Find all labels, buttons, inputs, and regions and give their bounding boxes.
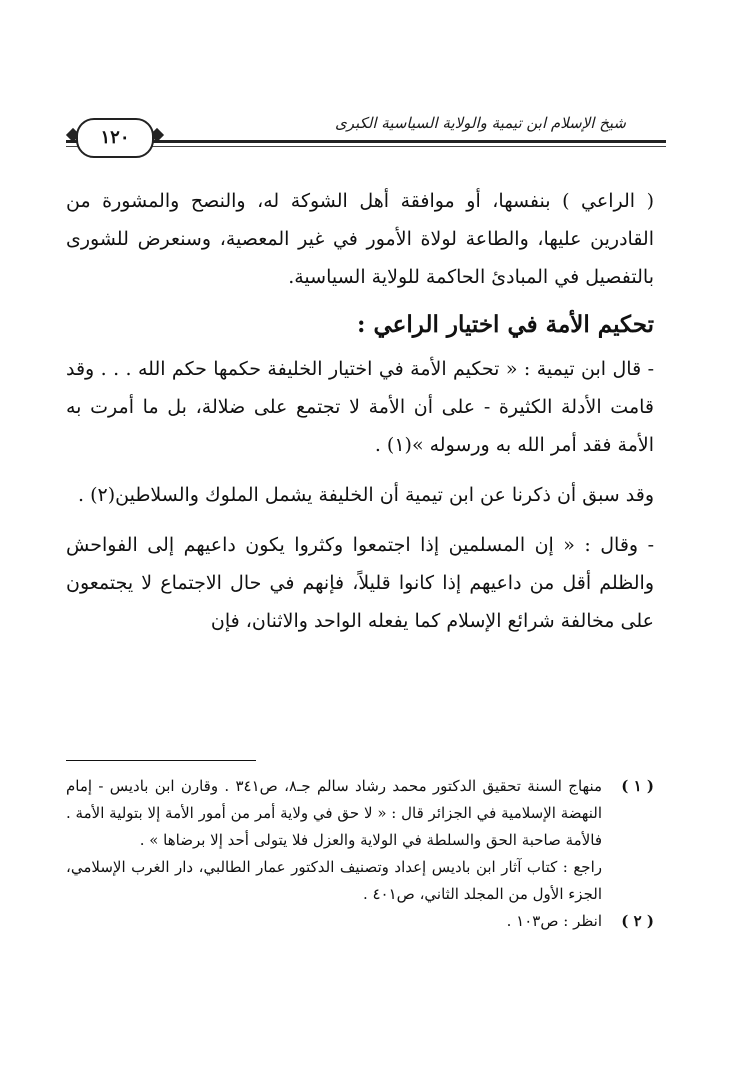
footnote-text: انظر : ص١٠٣ . — [506, 912, 602, 930]
paragraph-quote: - وقال : « إن المسلمين إذا اجتمعوا وكثروا يكون داعيهم إلى الفواحش والظلم أقل من داعيهم إذا كانوا قليلاً، فإنهم في حال الاجتماع لا يجتمعون على مخالفة شرائع الإسلام كما يفعله الواحد والاثنان، فإن — [66, 534, 654, 632]
footnote-number: ( ٢ ) — [621, 912, 654, 930]
footnote-2 — [66, 908, 654, 935]
paragraph: ( الراعي ) بنفسها، أو موافقة أهل الشوكة له، والنصح والمشورة من القادرين عليها، والطاعة لولاة الأمور في غير المعصية، وسنعرض للشورى بالتفصيل في المبادئ الحاكمة للولاية السياسية. — [66, 190, 654, 288]
page-number: ١٢٠ — [76, 118, 154, 158]
paragraph: وقد سبق أن ذكرنا عن ابن تيمية أن الخليفة يشمل الملوك والسلاطين(٢) . — [77, 484, 654, 506]
page-header — [66, 100, 666, 160]
section-heading: تحكيم الأمة في اختيار الراعي : — [356, 311, 654, 338]
footnote-1-reference: راجع : كتاب آثار ابن باديس إعداد وتصنيف الدكتور عمار الطالبي، دار الغرب الإسلامي، الجزء الأول من المجلد الثاني، ص٤٠١ . — [66, 858, 602, 903]
paragraph-quote: - قال ابن تيمية : « تحكيم الأمة في اختيار الخليفة حكمها حكم الله . . . وقد قامت الأدلة الكثيرة - على أن الأمة لا تجتمع على ضلالة، بل ما أمرت به الأمة فقد أمر الله به ورسوله »(١) . — [66, 358, 654, 456]
footnote-1 — [66, 773, 654, 854]
footnote-number: ( ١ ) — [621, 777, 654, 795]
running-title: شيخ الإسلام ابن تيمية والولاية السياسية الكبرى — [334, 114, 626, 132]
header-rule-thin — [66, 146, 666, 147]
footnote-text: منهاج السنة تحقيق الدكتور محمد رشاد سالم جـ٨، ص٣٤١ . وقارن ابن باديس - إمام النهضة الإسلامية في الجزائر قال : « لا حق في ولاية أمر من أمور الأمة إلا بتولية الأمة . فالأمة صاحبة الحق والسلطة في الولاية والعزل فلا يتولى أحد إلا برضاها » . — [66, 777, 603, 849]
main-text — [66, 182, 654, 640]
footnote-separator — [66, 760, 256, 761]
footnotes — [66, 760, 654, 935]
